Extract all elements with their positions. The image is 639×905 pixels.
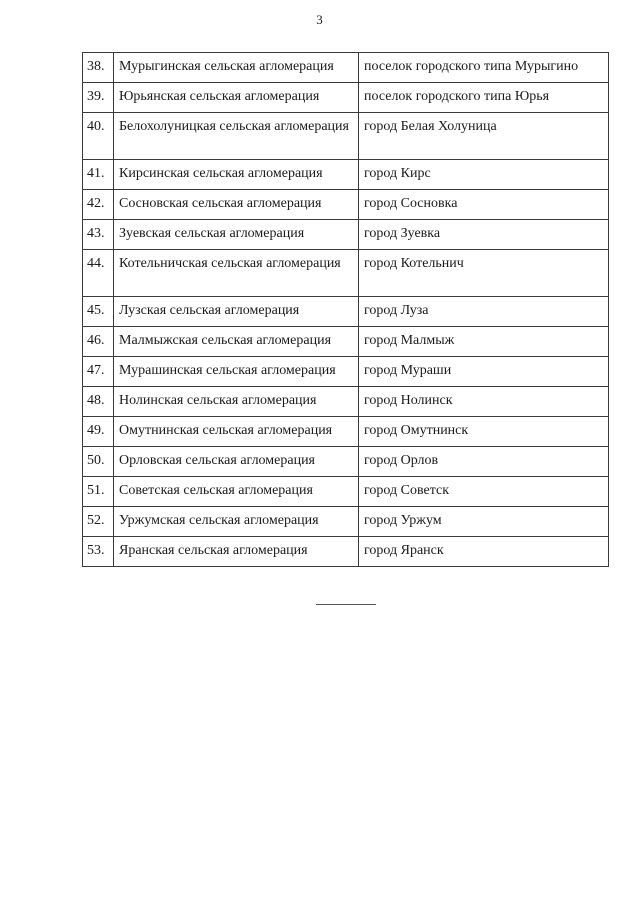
agglomeration-name-cell: Малмыжская сельская агломерация [114, 327, 359, 357]
table-row [83, 477, 609, 507]
row-number-cell: 51. [83, 477, 114, 507]
agglomeration-name-cell: Яранская сельская агломерация [114, 537, 359, 567]
row-number-cell: 40. [83, 113, 114, 160]
table-row [83, 387, 609, 417]
administrative-center-cell: город Мураши [359, 357, 609, 387]
table-body [83, 53, 609, 567]
row-number-cell: 38. [83, 53, 114, 83]
agglomeration-name-cell: Лузская сельская агломерация [114, 297, 359, 327]
agglomeration-name-cell: Мурашинская сельская агломерация [114, 357, 359, 387]
administrative-center-cell: город Котельнич [359, 250, 609, 297]
administrative-center-cell: город Омутнинск [359, 417, 609, 447]
agglomeration-name-cell: Мурыгинская сельская агломерация [114, 53, 359, 83]
administrative-center-cell: город Орлов [359, 447, 609, 477]
agglomeration-name-cell: Зуевская сельская агломерация [114, 220, 359, 250]
agglomeration-name-cell: Уржумская сельская агломерация [114, 507, 359, 537]
table-row [83, 297, 609, 327]
administrative-center-cell: поселок городского типа Мурыгино [359, 53, 609, 83]
row-number-cell: 43. [83, 220, 114, 250]
row-number-cell: 45. [83, 297, 114, 327]
table-row [83, 113, 609, 160]
agglomeration-name-cell: Кирсинская сельская агломерация [114, 160, 359, 190]
administrative-center-cell: город Белая Холуница [359, 113, 609, 160]
agglomeration-table [82, 52, 609, 567]
administrative-center-cell: город Яранск [359, 537, 609, 567]
agglomeration-name-cell: Омутнинская сельская агломерация [114, 417, 359, 447]
administrative-center-cell: город Зуевка [359, 220, 609, 250]
row-number-cell: 50. [83, 447, 114, 477]
administrative-center-cell: поселок городского типа Юрья [359, 83, 609, 113]
table-row [83, 83, 609, 113]
row-number-cell: 46. [83, 327, 114, 357]
agglomeration-name-cell: Орловская сельская агломерация [114, 447, 359, 477]
table-row [83, 327, 609, 357]
agglomeration-name-cell: Белохолуницкая сельская агломерация [114, 113, 359, 160]
table-row [83, 53, 609, 83]
administrative-center-cell: город Нолинск [359, 387, 609, 417]
row-number-cell: 52. [83, 507, 114, 537]
administrative-center-cell: город Луза [359, 297, 609, 327]
agglomeration-name-cell: Нолинская сельская агломерация [114, 387, 359, 417]
row-number-cell: 48. [83, 387, 114, 417]
page-number: 3 [316, 12, 323, 27]
table-row [83, 190, 609, 220]
administrative-center-cell: город Советск [359, 477, 609, 507]
row-number-cell: 42. [83, 190, 114, 220]
table-row [83, 160, 609, 190]
administrative-center-cell: город Кирс [359, 160, 609, 190]
row-number-cell: 53. [83, 537, 114, 567]
agglomeration-name-cell: Котельничская сельская агломерация [114, 250, 359, 297]
table-row [83, 417, 609, 447]
table-row [83, 507, 609, 537]
end-divider [316, 604, 376, 605]
row-number-cell: 47. [83, 357, 114, 387]
agglomeration-name-cell: Советская сельская агломерация [114, 477, 359, 507]
row-number-cell: 49. [83, 417, 114, 447]
table-row [83, 357, 609, 387]
table-row [83, 220, 609, 250]
agglomeration-name-cell: Юрьянская сельская агломерация [114, 83, 359, 113]
row-number-cell: 39. [83, 83, 114, 113]
administrative-center-cell: город Уржум [359, 507, 609, 537]
row-number-cell: 44. [83, 250, 114, 297]
row-number-cell: 41. [83, 160, 114, 190]
table-row [83, 447, 609, 477]
administrative-center-cell: город Сосновка [359, 190, 609, 220]
table-row [83, 250, 609, 297]
agglomeration-name-cell: Сосновская сельская агломерация [114, 190, 359, 220]
table-row [83, 537, 609, 567]
administrative-center-cell: город Малмыж [359, 327, 609, 357]
